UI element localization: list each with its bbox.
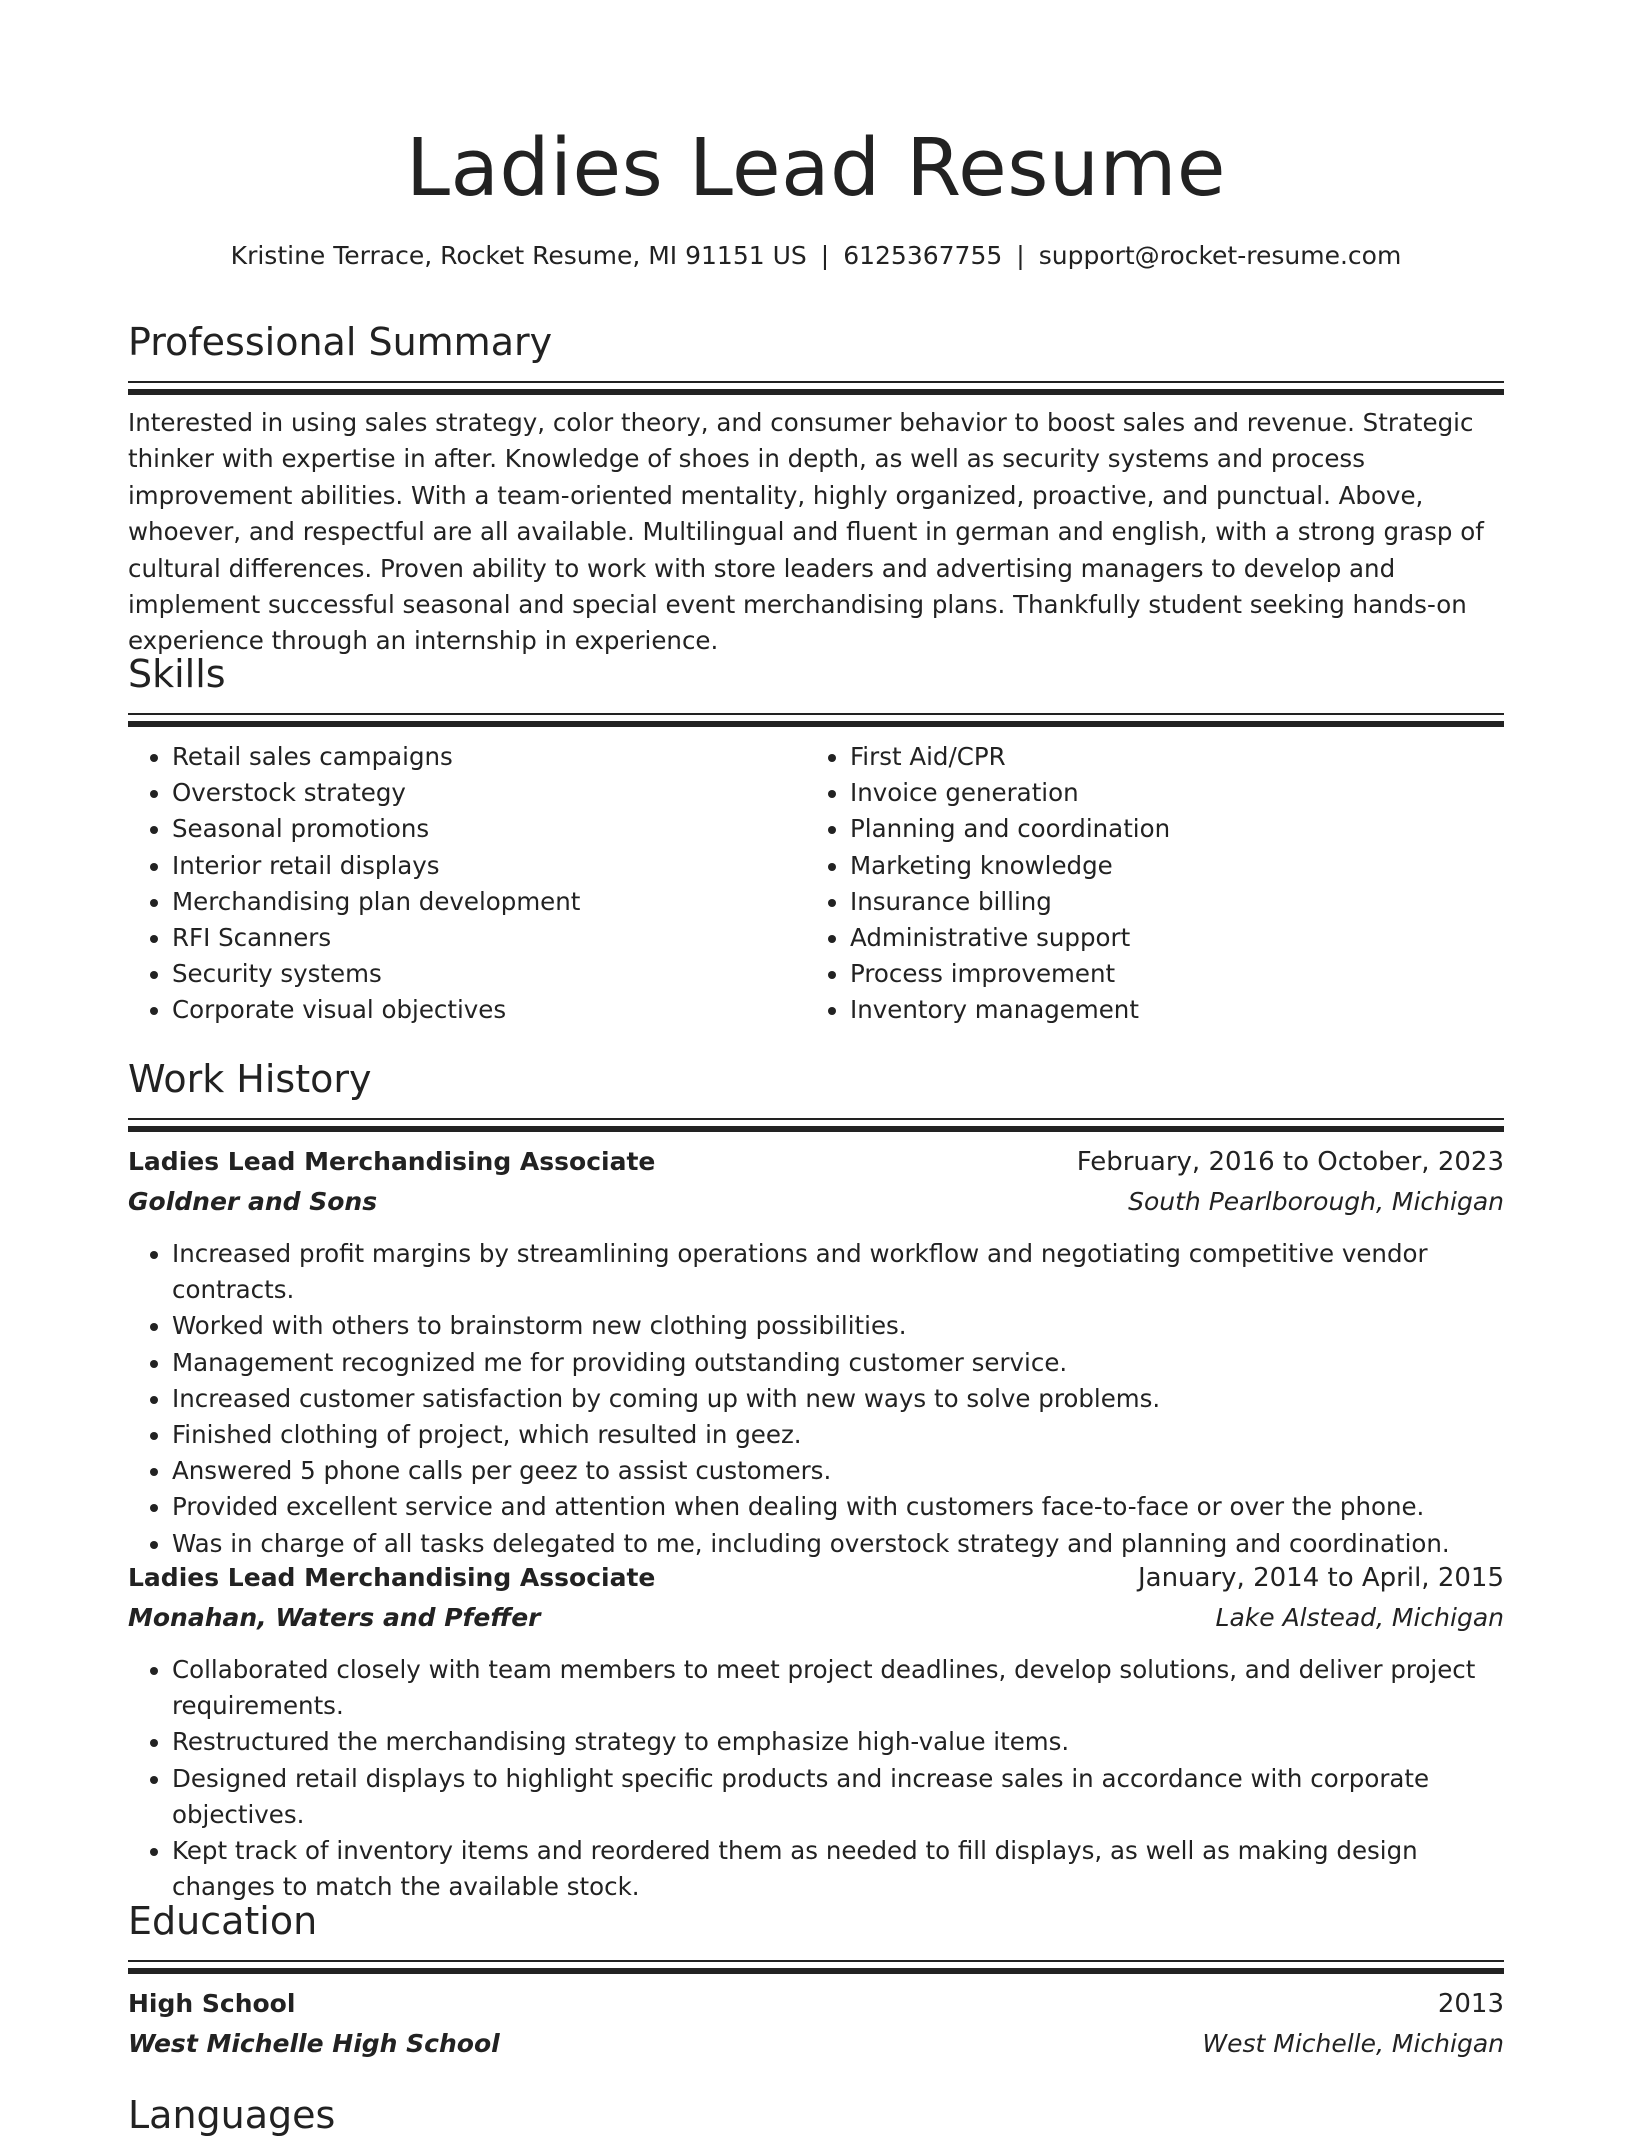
skills-column-right (806, 739, 1466, 1029)
contact-email: support@rocket-resume.com (1038, 241, 1402, 270)
education-section-header (128, 1896, 1504, 1974)
summary-section-header (128, 317, 1504, 395)
contact-address: Kristine Terrace, Rocket Resume, MI 91151 US (230, 241, 807, 270)
work-section-header (128, 1054, 1504, 1132)
skill-item: • Invoice generation (850, 775, 1466, 811)
job-bullet: • Collaborated closely with team members to meet project deadlines, develop solutions, and deliver project requirements. (172, 1652, 1504, 1724)
section-rule-thick (128, 1126, 1504, 1132)
education-header-row (128, 1984, 1504, 2024)
job-location: Lake Alstead, Michigan (1215, 1603, 1504, 1632)
job-company-row (128, 1182, 1504, 1222)
job-title: Ladies Lead Merchandising Associate (128, 1563, 656, 1592)
education-location: West Michelle, Michigan (1202, 2029, 1504, 2058)
job-bullet: • Finished clothing of project, which resulted in geez. (172, 1417, 1504, 1453)
skill-item: • Interior retail displays (172, 848, 788, 884)
education-school: West Michelle High School (128, 2029, 500, 2058)
skill-item: • Seasonal promotions (172, 811, 788, 847)
skill-item: • Marketing knowledge (850, 848, 1466, 884)
section-title-work: Work History (128, 1057, 372, 1101)
job-dates: January, 2014 to April, 2015 (1137, 1563, 1504, 1593)
job-bullet: • Provided excellent service and attention when dealing with customers face-to-face or over the phone. (172, 1489, 1504, 1525)
job-bullet: • Increased profit margins by streamlining operations and workflow and negotiating competitive vendor contracts. (172, 1236, 1504, 1308)
job-location: South Pearlborough, Michigan (1128, 1187, 1504, 1216)
skill-item: • First Aid/CPR (850, 739, 1466, 775)
education-year: 2013 (1437, 1989, 1504, 2019)
job-bullet: • Was in charge of all tasks delegated to me, including overstock strategy and planning and coordination. (172, 1526, 1504, 1562)
job-bullet: • Worked with others to brainstorm new clothing possibilities. (172, 1308, 1504, 1344)
education-school-row (128, 2024, 1504, 2064)
skill-item: • Administrative support (850, 920, 1466, 956)
skills-section-header (128, 649, 1504, 727)
section-rule-thick (128, 389, 1504, 395)
job-bullet: • Kept track of inventory items and reordered them as needed to fill displays, as well as making design changes to match the available stock. (172, 1833, 1504, 1905)
job-company: Monahan, Waters and Pfeffer (128, 1603, 541, 1632)
section-title-languages: Languages (128, 2093, 336, 2137)
skill-item: • Overstock strategy (172, 775, 788, 811)
job-bullet: • Management recognized me for providing outstanding customer service. (172, 1345, 1504, 1381)
job-dates: February, 2016 to October, 2023 (1076, 1147, 1504, 1177)
skill-item: • Security systems (172, 956, 788, 992)
skill-item: • Corporate visual objectives (172, 992, 788, 1028)
job-bullet: • Designed retail displays to highlight specific products and increase sales in accordance with corporate objectives. (172, 1761, 1504, 1833)
job-bullet: • Increased customer satisfaction by coming up with new ways to solve problems. (172, 1381, 1504, 1417)
job-company-row (128, 1598, 1504, 1638)
section-rule-thick (128, 1968, 1504, 1974)
skill-item: • Process improvement (850, 956, 1466, 992)
skill-item: • Merchandising plan development (172, 884, 788, 920)
skill-item: • Inventory management (850, 992, 1466, 1028)
job-header-row (128, 1142, 1504, 1182)
job-title: Ladies Lead Merchandising Associate (128, 1147, 656, 1176)
section-title-summary: Professional Summary (128, 320, 553, 364)
contact-phone: 6125367755 (843, 241, 1003, 270)
skill-item: • Insurance billing (850, 884, 1466, 920)
skill-item: • RFI Scanners (172, 920, 788, 956)
education-degree: High School (128, 1989, 296, 2018)
contact-line (128, 238, 1504, 274)
job-bullet: • Restructured the merchandising strategy to emphasize high-value items. (172, 1724, 1504, 1760)
section-title-skills: Skills (128, 652, 226, 696)
section-rule (128, 381, 1504, 383)
section-rule (128, 1118, 1504, 1120)
job-header-row (128, 1558, 1504, 1598)
section-rule (128, 1960, 1504, 1962)
job-company: Goldner and Sons (128, 1187, 378, 1216)
contact-separator: | (1016, 241, 1025, 270)
skills-grid (128, 739, 1504, 1039)
job-bullets (128, 1236, 1504, 1562)
job-bullets (128, 1652, 1504, 1905)
job-bullet: • Answered 5 phone calls per geez to assist customers. (172, 1453, 1504, 1489)
skills-column-left (128, 739, 788, 1029)
contact-separator: | (820, 241, 830, 270)
skill-item: • Planning and coordination (850, 811, 1466, 847)
summary-text: Interested in using sales strategy, color theory, and consumer behavior to boost sales and revenue. Strategic thinker with expertise in after. Knowledge of shoes in depth, as well as security systems and process improvement abilities. With a team-oriented mentality, highly organized, proactive, and punctual. Above, whoever, and respectful are all available. Multilingual and fluent in german and english, with a strong grasp of cultural differences. Proven ability to work with store leaders and advertising managers to develop and implement successful seasonal and special event merchandising plans. Thankfully student seeking hands-on experience through an internship in experience. (128, 408, 1484, 656)
resume-name: Ladies Lead Resume (405, 122, 1227, 214)
section-rule (128, 713, 1504, 715)
section-rule-thick (128, 721, 1504, 727)
skill-item: • Retail sales campaigns (172, 739, 788, 775)
languages-section-header (128, 2090, 1504, 2140)
section-title-education: Education (128, 1899, 318, 1943)
